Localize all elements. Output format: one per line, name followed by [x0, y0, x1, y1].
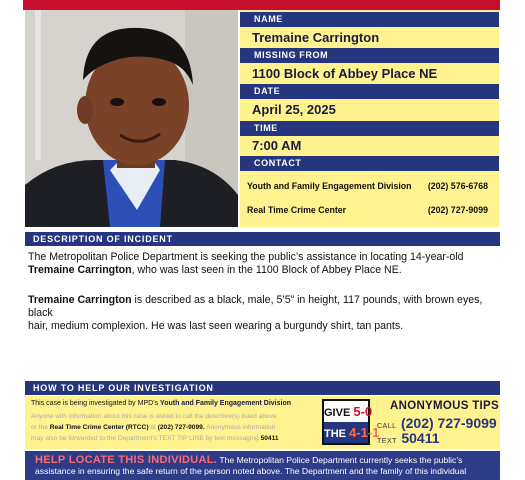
text-tip-number: 50411: [260, 435, 279, 442]
give-50-logo: [322, 399, 380, 445]
help-text: Anyone with information about this case is asked to call the detective(s) listed above: [31, 413, 277, 420]
text-label: TEXT: [377, 438, 397, 445]
logo-text: 4-1-1: [349, 425, 380, 440]
logo-text: GIVE: [324, 407, 354, 419]
person-name: Tremaine Carrington: [28, 294, 132, 306]
help-text: at: [148, 424, 158, 431]
description-text: hair, medium complexion. He was last seen wearing a burgundy shirt, tan pants.: [28, 320, 404, 332]
date-label: DATE: [240, 84, 499, 99]
help-locate-banner: [25, 451, 500, 480]
help-text: This case is being investigated by MPD’s: [31, 400, 161, 407]
help-instructions: [31, 411, 331, 444]
contact-label: CONTACT: [240, 156, 499, 171]
contact-name: Real Time Crime Center: [247, 205, 347, 215]
rtcc-phone[interactable]: (202) 727-9099.: [157, 424, 205, 431]
call-label: CALL: [377, 423, 397, 430]
anonymous-tips-title: ANONYMOUS TIPS: [390, 400, 499, 412]
contact-row: [247, 205, 495, 215]
text-number[interactable]: 50411: [401, 430, 440, 446]
description-paragraph-2: [28, 294, 498, 333]
division-name: Youth and Family Engagement Division: [160, 400, 291, 407]
info-panel: [240, 10, 499, 227]
missing-person-photo: [25, 10, 238, 227]
description-text: , who was last seen in the 1100 Block of Abbey Place NE.: [131, 264, 402, 276]
name-value: Tremaine Carrington: [252, 30, 380, 45]
banner-headline: HELP LOCATE THIS INDIVIDUAL.: [35, 454, 218, 466]
missing-from-value: 1100 Block of Abbey Place NE: [252, 66, 438, 81]
description-paragraph-1: [28, 251, 498, 277]
text-row: [377, 430, 440, 448]
help-line-1: [31, 400, 331, 407]
time-value: 7:00 AM: [252, 138, 302, 153]
date-value: April 25, 2025: [252, 102, 336, 117]
contact-name: Youth and Family Engagement Division: [247, 181, 412, 191]
give-50-top: [324, 401, 373, 422]
rtcc-name: Real Time Crime Center (RTCC): [49, 424, 149, 431]
top-accent-bar: [23, 0, 500, 10]
give-50-bottom: [324, 422, 380, 443]
help-text: or the: [31, 424, 50, 431]
description-text: The Metropolitan Police Department is seeking the public’s assistance in locating 14-year-old: [28, 251, 464, 263]
name-label: NAME: [240, 12, 499, 27]
description-text: is described as a black, male, 5’5” in height, 117 pounds, with brown eyes, black: [28, 294, 483, 319]
help-text: Anonymous information: [204, 424, 276, 431]
help-heading: HOW TO HELP OUR INVESTIGATION: [25, 381, 500, 395]
banner-text: The Metropolitan Police Department currently seeks the public’s assistance in ensuring the safe return of the person noted above. The Department and the family of this individual: [35, 455, 467, 476]
missing-from-label: MISSING FROM: [240, 48, 499, 63]
contact-phone[interactable]: (202) 576-6768: [427, 181, 488, 191]
call-number[interactable]: (202) 727-9099: [400, 415, 497, 431]
time-label: TIME: [240, 121, 499, 136]
logo-text: THE: [324, 428, 350, 440]
contact-phone[interactable]: (202) 727-9099: [427, 205, 488, 215]
person-name: Tremaine Carrington: [28, 264, 132, 276]
help-text: may also be forwarded to the Department’s TEXT TIP LINE by text messaging: [31, 435, 261, 442]
help-box: [25, 396, 500, 449]
logo-text: 5-0: [353, 404, 373, 419]
description-heading: DESCRIPTION OF INCIDENT: [25, 232, 500, 246]
contact-row: [247, 181, 495, 191]
